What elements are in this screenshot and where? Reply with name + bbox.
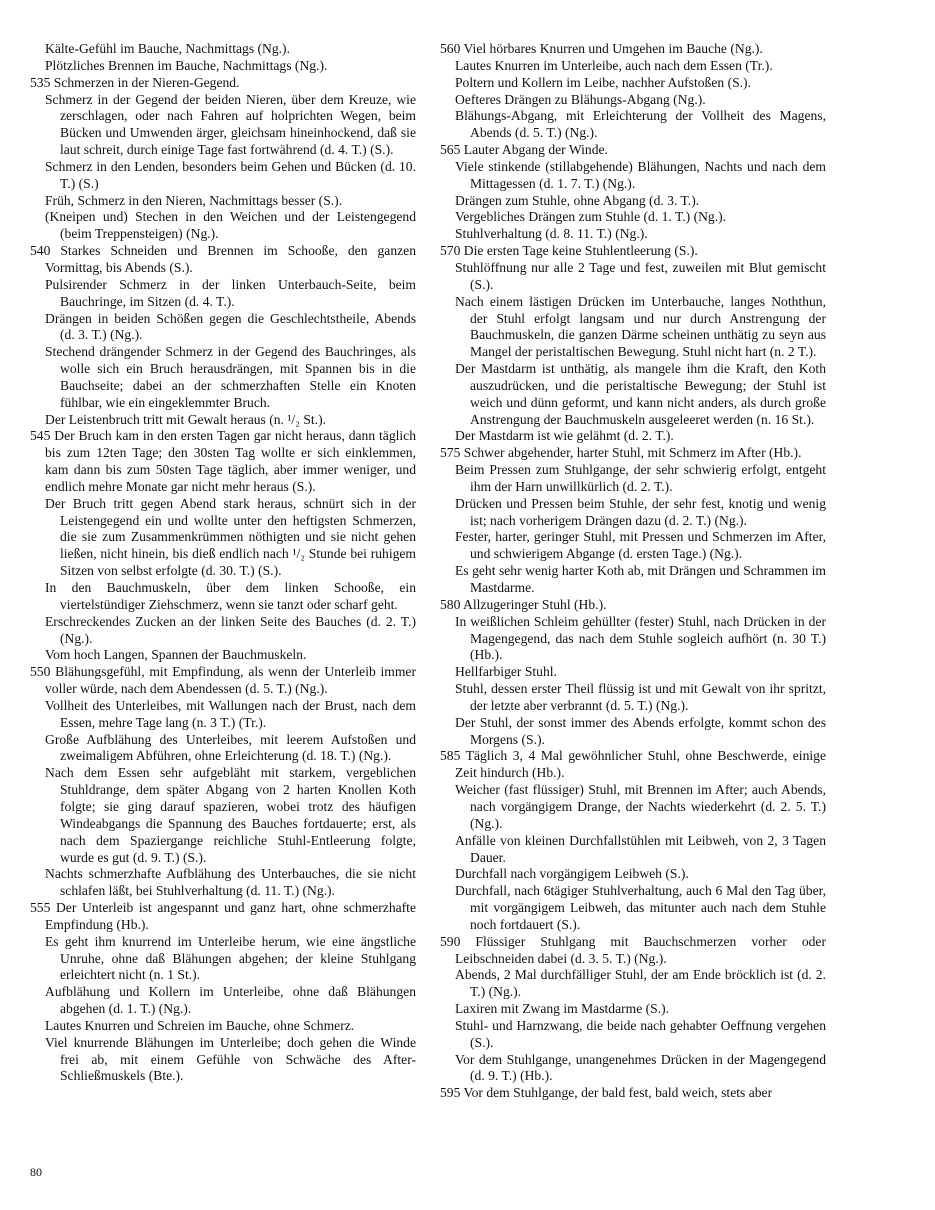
- numbered-entry: 565 Lauter Abgang der Winde.: [440, 142, 608, 158]
- symptom-entry: Der Mastdarm ist unthätig, als mangele ihm die Kraft, den Koth auszudrücken, und die peristaltische Bewegung; der Stuhl ist weich und dünn geformt, und kann nicht anders, als durch große Anstrengung der Bauchmuskeln ausgeleeret werden (n. 16 St.).: [455, 361, 826, 427]
- symptom-entry: Pulsirender Schmerz in der linken Unterbauch-Seite, beim Bauchringe, im Sitzen (d. 4. T.).: [45, 276, 416, 309]
- symptom-entry: Drücken und Pressen beim Stuhle, der sehr fest, knotig und wenig ist; nach vorherigem Drängen dazu (d. 2. T.) (Ng.).: [455, 495, 826, 528]
- symptom-entry: Aufblähung und Kollern im Unterleibe, ohne daß Blähungen abgehen (d. 1. T.) (Ng.).: [45, 984, 416, 1017]
- symptom-entry: Schmerz in den Lenden, besonders beim Gehen und Bücken (d. 10. T.) (S.): [45, 158, 416, 191]
- numbered-entry: 580 Allzugeringer Stuhl (Hb.).: [440, 596, 607, 612]
- right-column: [440, 41, 826, 1102]
- numbered-entry: 595 Vor dem Stuhlgange, der bald fest, bald weich, stets aber: [440, 1085, 773, 1101]
- symptom-entry: Stuhlöffnung nur alle 2 Tage und fest, zuweilen mit Blut gemischt (S.).: [455, 259, 826, 292]
- symptom-entry: Fester, harter, geringer Stuhl, mit Pressen und Schmerzen im After, und schwierigem Abgange (d. ersten Tage.) (Ng.).: [455, 529, 826, 562]
- symptom-entry: Nach einem lästigen Drücken im Unterbauche, langes Noththun, der Stuhl erfolgt langsam und nur durch Anstrengung der Bauchmuskeln, die ganzen Därme scheinen unthätig zu seyn aus Mangel der peristaltischen Bewegung. Stuhl nicht hart (n. 2 T.).: [455, 293, 826, 360]
- page-number: 80: [30, 1165, 42, 1179]
- symptom-entry: Kälte-Gefühl im Bauche, Nachmittags (Ng.).: [45, 41, 290, 56]
- numbered-entry: 575 Schwer abgehender, harter Stuhl, mit Schmerz im After (Hb.).: [440, 445, 802, 461]
- numbered-entry: 560 Viel hörbares Knurren und Umgehen im Bauche (Ng.).: [440, 41, 763, 56]
- symptom-entry: Es geht sehr wenig harter Koth ab, mit Drängen und Schrammen im Mastdarme.: [455, 563, 826, 595]
- symptom-entry: Stechend drängender Schmerz in der Gegend des Bauchringes, als wolle sich ein Bruch herausdrängen, mit Spannen bis in die Bauchseite; dabei an der schmerzhaften Stelle ein Knoten fühlbar, wie ein eingeklemmter Bruch.: [45, 344, 416, 410]
- numbered-entry: 550 Blähungsgefühl, mit Empfindung, als wenn der Unterleib immer voller würde, nach dem Abendessen (d. 5. T.) (Ng.).: [30, 664, 416, 697]
- symptom-entry: Stuhl, dessen erster Theil flüssig ist und mit Gewalt von ihr spritzt, der letzte aber verbrannt (d. 5. T.) (Ng.).: [455, 681, 826, 713]
- symptom-entry: Blähungs-Abgang, mit Erleichterung der Vollheit des Magens, Abends (d. 5. T.) (Ng.).: [455, 108, 826, 141]
- symptom-entry: In den Bauchmuskeln, über dem linken Schooße, ein viertelstündiger Ziehschmerz, wenn sie tanzt oder scharf geht.: [45, 580, 416, 612]
- numbered-entry: 545 Der Bruch kam in den ersten Tagen gar nicht heraus, dann täglich bis zum 12ten Tage; den 30sten Tag wollte er sich einklemmen, kam dann bis zum 50sten Tage täglich, aber immer weniger, und endlich mehre Monate gar nicht mehr heraus (S.).: [30, 428, 416, 494]
- symptom-entry: Nachts schmerzhafte Aufblähung des Unterbauches, die sie nicht schlafen läßt, bei Stuhlverhaltung (d. 11. T.) (Ng.).: [45, 866, 416, 899]
- symptom-entry: Oefteres Drängen zu Blähungs-Abgang (Ng.).: [455, 91, 706, 107]
- symptom-entry: Vom hoch Langen, Spannen der Bauchmuskeln.: [45, 647, 307, 663]
- symptom-entry: Schmerz in der Gegend der beiden Nieren, über dem Kreuze, wie zerschlagen, oder nach Fahren auf holprichten Wegen, beim Bücken und Umwenden ärger, gleichsam hineinhockend, daß sie laut schreit, durch einige Tage fast fortwährend (d. 4. T.) (S.).: [45, 91, 416, 158]
- symptom-entry: Laxiren mit Zwang im Mastdarme (S.).: [455, 1001, 670, 1017]
- symptom-entry: Vollheit des Unterleibes, mit Wallungen nach der Brust, nach dem Essen, mehre Tage lang (n. 3 T.) (Tr.).: [45, 697, 416, 730]
- symptom-entry: Lautes Knurren und Schreien im Bauche, ohne Schmerz.: [45, 1017, 355, 1033]
- symptom-entry: Durchfall, nach 6tägiger Stuhlverhaltung, auch 6 Mal den Tag über, mit vorgängigem Leibweh, das mitunter auch nach dem Stuhle noch fortdauert (S.).: [455, 883, 826, 932]
- numbered-entry: 555 Der Unterleib ist angespannt und ganz hart, ohne schmerzhafte Empfindung (Hb.).: [30, 900, 416, 932]
- symptom-entry: Weicher (fast flüssiger) Stuhl, mit Brennen im After; auch Abends, nach vorgängigem Drange, der Nachts wiederkehrt (d. 2. 5. T.) (Ng.).: [455, 782, 826, 831]
- numbered-entry: 540 Starkes Schneiden und Brennen im Schooße, den ganzen Vormittag, bis Abends (S.).: [30, 243, 416, 275]
- symptom-entry: (Kneipen und) Stechen in den Weichen und der Leistengegend (beim Treppensteigen) (Ng.).: [45, 209, 416, 242]
- symptom-entry: Poltern und Kollern im Leibe, nachher Aufstoßen (S.).: [455, 74, 751, 90]
- symptom-entry: Große Aufblähung des Unterleibes, mit leerem Aufstoßen und zweimaligem Abführen, ohne Erleichterung (d. 18. T.) (Ng.).: [45, 731, 416, 764]
- symptom-entry: Der Bruch tritt gegen Abend stark heraus, schnürt sich in der Leistengegend ein und wollte unter den heftigsten Schmerzen, die sie zum Zusammenkrümmen nöthigten und sie nicht gehen ließen, nicht hinein, bis dieß endlich nach ¹/₂ Stunde bei ruhigem Sitzen von selbst erfolgte (d. 30. T.) (S.).: [45, 495, 416, 579]
- numbered-entry: 535 Schmerzen in der Nieren-Gegend.: [30, 74, 240, 90]
- symptom-entry: Viele stinkende (stillabgehende) Blähungen, Nachts und nach dem Mittagessen (d. 1. 7. T.) (Ng.).: [455, 158, 826, 191]
- symptom-entry: Abends, 2 Mal durchfälliger Stuhl, der am Ende bröcklich ist (d. 2. T.) (Ng.).: [455, 967, 826, 1000]
- symptom-entry: Stuhlverhaltung (d. 8. 11. T.) (Ng.).: [455, 226, 648, 242]
- numbered-entry: 570 Die ersten Tage keine Stuhlentleerung (S.).: [440, 243, 698, 259]
- symptom-entry: Vergebliches Drängen zum Stuhle (d. 1. T.) (Ng.).: [455, 209, 727, 225]
- symptom-entry: In weißlichen Schleim gehüllter (fester) Stuhl, nach Drücken in der Magengegend, das nach dem Stuhle sogleich aufhört (n. 30 T.) (Hb.).: [455, 613, 826, 663]
- symptom-entry: Erschreckendes Zucken an der linken Seite des Bauches (d. 2. T.) (Ng.).: [45, 613, 416, 646]
- symptom-entry: Plötzliches Brennen im Bauche, Nachmittags (Ng.).: [45, 57, 328, 73]
- symptom-entry: Drängen zum Stuhle, ohne Abgang (d. 3. T.).: [455, 192, 700, 208]
- numbered-entry: 590 Flüssiger Stuhlgang mit Bauchschmerzen vorher oder Leibschneiden dabei (d. 3. 5. T.) (Ng.).: [440, 933, 826, 966]
- symptom-entry: Lautes Knurren im Unterleibe, auch nach dem Essen (Tr.).: [455, 57, 773, 73]
- numbered-entry: 585 Täglich 3, 4 Mal gewöhnlicher Stuhl, ohne Beschwerde, einige Zeit hindurch (Hb.).: [440, 748, 826, 781]
- symptom-entry: Anfälle von kleinen Durchfallstühlen mit Leibweh, von 2, 3 Tagen Dauer.: [455, 832, 826, 865]
- symptom-entry: Der Leistenbruch tritt mit Gewalt heraus (n. ¹/₂ St.).: [45, 411, 326, 427]
- symptom-entry: Der Mastdarm ist wie gelähmt (d. 2. T.).: [455, 428, 674, 444]
- left-column: [30, 41, 416, 1085]
- symptom-entry: Der Stuhl, der sonst immer des Abends erfolgte, kommt schon des Morgens (S.).: [455, 714, 826, 747]
- symptom-entry: Durchfall nach vorgängigem Leibweh (S.).: [455, 866, 689, 882]
- symptom-entry: Viel knurrende Blähungen im Unterleibe; doch gehen die Winde frei ab, mit einem Gefühle von Schwäche des After-Schließmuskels (Bte.).: [45, 1034, 416, 1084]
- symptom-entry: Früh, Schmerz in den Nieren, Nachmittags besser (S.).: [45, 192, 343, 208]
- symptom-entry: Hellfarbiger Stuhl.: [455, 664, 557, 680]
- symptom-entry: Drängen in beiden Schößen gegen die Geschlechtstheile, Abends (d. 3. T.) (Ng.).: [45, 310, 416, 343]
- symptom-entry: Stuhl- und Harnzwang, die beide nach gehabter Oeffnung vergehen (S.).: [455, 1017, 826, 1050]
- symptom-entry: Nach dem Essen sehr aufgebläht mit starkem, vergeblichen Stuhldrange, dem später Abgang von 2 harten Knollen Koth folgte; sie ging darauf spazieren, wobei trotz des häufigen Windeabgangs die Spannung des Bauches fortdauerte; erst, als nach dem Spaziergange reichliche Stuhl-Entleerung folgte, wurde es gut (d. 9. T.) (S.).: [45, 765, 416, 865]
- symptom-entry: Beim Pressen zum Stuhlgange, der sehr schwierig erfolgt, entgeht ihm der Harn unwillkürlich (d. 2. T.).: [455, 462, 826, 494]
- symptom-entry: Vor dem Stuhlgange, unangenehmes Drücken in der Magengegend (d. 9. T.) (Hb.).: [455, 1051, 826, 1084]
- symptom-entry: Es geht ihm knurrend im Unterleibe herum, wie eine ängstliche Unruhe, ohne daß Blähungen abgehen; der kleine Stuhlgang erleichtert nicht (n. 1 St.).: [45, 933, 416, 983]
